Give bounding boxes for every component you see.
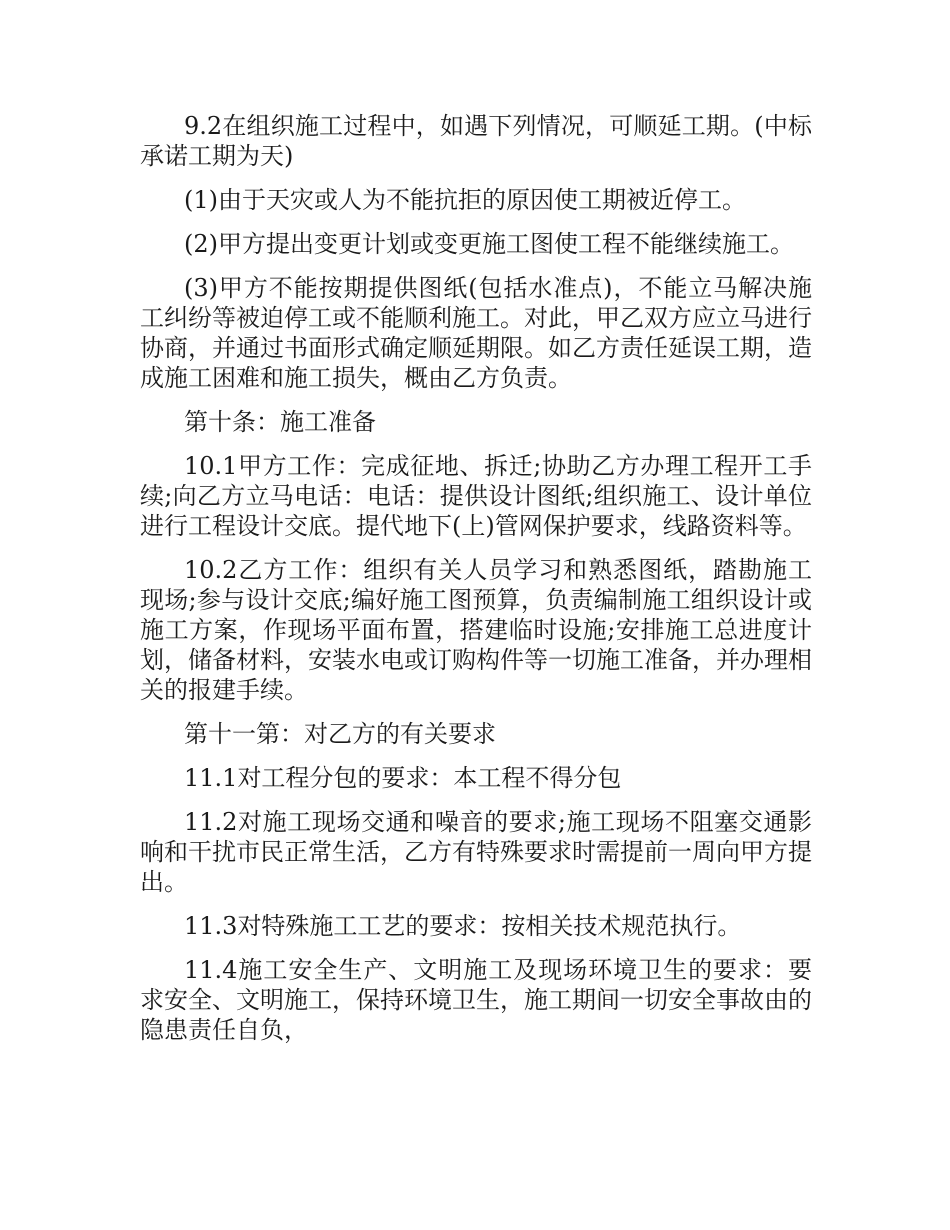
document-page (140, 111, 812, 1059)
paragraph-11-2: 11.2对施工现场交通和噪音的要求;施工现场不阻塞交通影响和干扰市民正常生活，乙方有特殊要求时需提前一周向甲方提出。 (140, 808, 812, 896)
paragraph-10-1: 10.1甲方工作：完成征地、拆迁;协助乙方办理工程开工手续;向乙方立马电话：电话：提供设计图纸;组织施工、设计单位进行工程设计交底。提代地下(上)管网保护要求，线路资料等。 (140, 452, 812, 540)
paragraph-11-1: 11.1对工程分包的要求：本工程不得分包 (184, 764, 622, 792)
paragraph-10-2: 10.2乙方工作：组织有关人员学习和熟悉图纸，踏勘施工现场;参与设计交底;编好施工图预算，负责编制施工组织设计或施工方案，作现场平面布置，搭建临时设施;安排施工总进度计划，储备材料，安装水电或订购构件等一切施工准备，并办理相关的报建手续。 (140, 556, 812, 704)
paragraph-9-2-item-2: (2)甲方提出变更计划或变更施工图使工程不能继续施工。 (184, 230, 794, 258)
paragraph-11-3: 11.3对特殊施工工艺的要求：按相关技术规范执行。 (184, 912, 742, 940)
section-heading-11: 第十一第：对乙方的有关要求 (184, 720, 496, 748)
paragraph-9-2-item-1: (1)由于天灾或人为不能抗拒的原因使工期被近停工。 (184, 186, 746, 214)
section-heading-10: 第十条：施工准备 (184, 408, 376, 436)
paragraph-9-2-item-3: (3)甲方不能按期提供图纸(包括水准点)，不能立马解决施工纠纷等被迫停工或不能顺利施工。对此，甲乙双方应立马进行协商，并通过书面形式确定顺延期限。如乙方责任延误工期，造成施工困难和施工损失，概由乙方负责。 (140, 274, 812, 392)
paragraph-9-2: 9.2在组织施工过程中，如遇下列情况，可顺延工期。(中标承诺工期为天) (140, 112, 812, 170)
paragraph-11-4: 11.4施工安全生产、文明施工及现场环境卫生的要求：要求安全、文明施工，保持环境卫生，施工期间一切安全事故由的隐患责任自负， (140, 956, 812, 1044)
